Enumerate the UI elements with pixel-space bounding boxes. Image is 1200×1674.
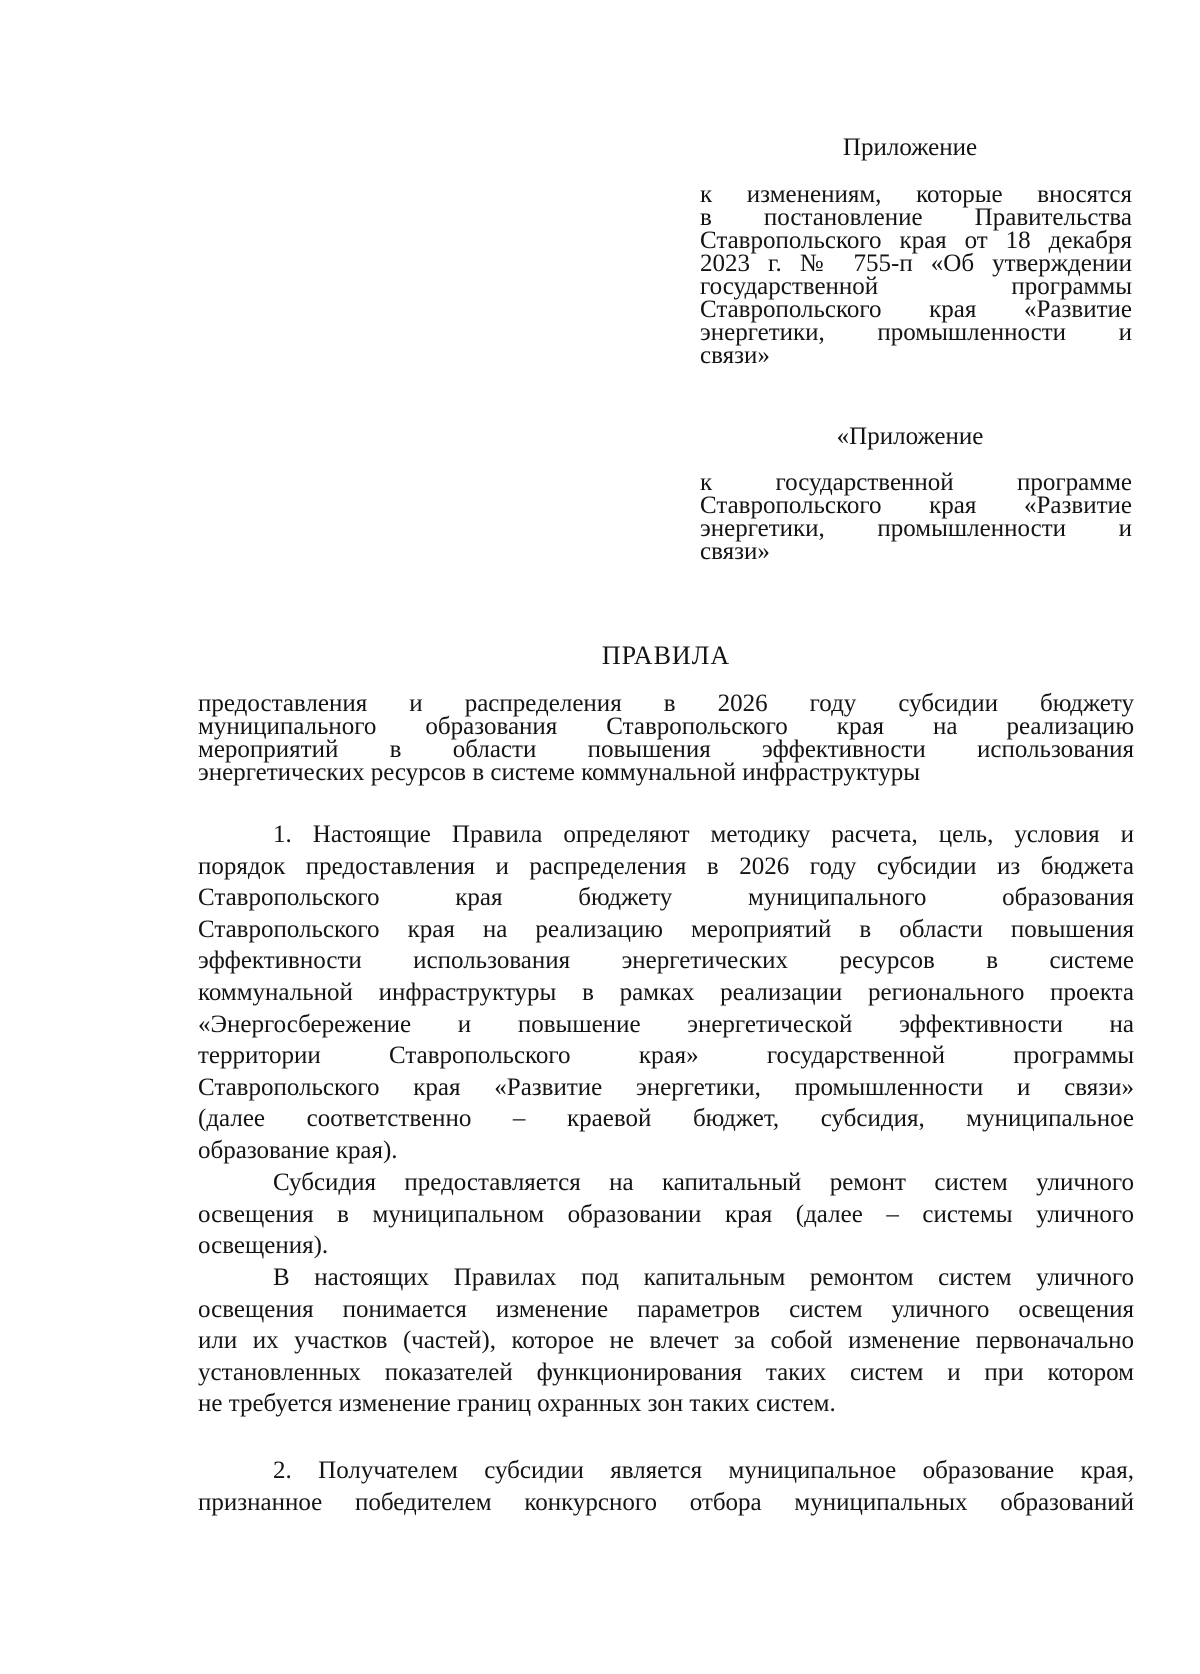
paragraph-line: «Энергосбережение и повышение энергетической эффективности на: [198, 1010, 1134, 1038]
paragraph-line: эффективности использования энергетических ресурсов в системе: [198, 947, 1134, 975]
program-appendix-title: «Приложение: [836, 423, 984, 450]
appendix-line: в постановление Правительства: [700, 204, 1132, 231]
appendix-description: [700, 183, 1132, 367]
paragraph-line: В настоящих Правилах под капитальным ремонтом систем уличного: [273, 1264, 1134, 1291]
paragraph-line: Субсидия предоставляется на капитальный ремонт систем уличного: [273, 1169, 1134, 1196]
program-appendix-line: Ставропольского края «Развитие: [700, 492, 1132, 519]
program-appendix-description: [700, 471, 1132, 563]
paragraph-line: освещения в муниципальном образовании края (далее – системы уличного: [198, 1200, 1134, 1228]
appendix-line: к изменениям, которые вносятся: [700, 181, 1132, 208]
paragraph-line: освещения).: [198, 1232, 329, 1260]
subtitle-line: муниципального образования Ставропольского края на реализацию: [198, 713, 1134, 740]
paragraph-line: 1. Настоящие Правила определяют методику расчета, цель, условия и: [273, 821, 1134, 848]
paragraph-line: 2. Получателем субсидии является муниципальное образование края,: [273, 1457, 1134, 1484]
paragraph-line: установленных показателей функционирования таких систем и при котором: [198, 1358, 1134, 1386]
paragraph-2: [198, 1167, 1134, 1262]
subtitle-line: предоставления и распределения в 2026 году субсидии бюджету: [198, 690, 1134, 717]
document-title: ПРАВИЛА: [601, 641, 731, 670]
paragraph-4: [198, 1455, 1134, 1518]
paragraph-line: освещения понимается изменение параметров систем уличного освещения: [198, 1295, 1134, 1323]
appendix-line: Ставропольского края «Развитие: [700, 296, 1132, 323]
document-subtitle: [198, 692, 1134, 784]
appendix-line: государственной программы: [700, 273, 1132, 300]
paragraph-line: или их участков (частей), которое не влечет за собой изменение первоначально: [198, 1327, 1134, 1355]
paragraph-3: [198, 1262, 1134, 1420]
paragraph-line: порядок предоставления и распределения в 2026 году субсидии из бюджета: [198, 852, 1134, 880]
paragraph-1: [198, 819, 1134, 1167]
appendix-line: Ставропольского края от 18 декабря: [700, 227, 1132, 254]
paragraph-line: не требуется изменение границ охранных зон таких систем.: [198, 1390, 836, 1418]
paragraph-line: коммунальной инфраструктуры в рамках реализации регионального проекта: [198, 978, 1134, 1006]
paragraph-line: Ставропольского края на реализацию мероприятий в области повышения: [198, 915, 1134, 943]
paragraph-line: территории Ставропольского края» государственной программы: [198, 1042, 1134, 1070]
paragraph-line: Ставропольского края «Развитие энергетики, промышленности и связи»: [198, 1073, 1134, 1101]
appendix-title: Приложение: [842, 134, 978, 161]
appendix-line: связи»: [700, 342, 770, 369]
paragraph-line: признанное победителем конкурсного отбора муниципальных образований: [198, 1488, 1134, 1516]
paragraph-line: (далее соответственно – краевой бюджет, субсидия, муниципальное: [198, 1105, 1134, 1133]
program-appendix-line: энергетики, промышленности и: [700, 515, 1132, 542]
subtitle-line: мероприятий в области повышения эффективности использования: [198, 736, 1134, 763]
program-appendix-line: связи»: [700, 538, 770, 565]
program-appendix-line: к государственной программе: [700, 469, 1132, 496]
appendix-line: энергетики, промышленности и: [700, 319, 1132, 346]
appendix-line: 2023 г. № 755-п «Об утверждении: [700, 250, 1132, 277]
paragraph-line: Ставропольского края бюджету муниципального образования: [198, 884, 1134, 912]
paragraph-line: образование края).: [198, 1136, 398, 1164]
subtitle-line: энергетических ресурсов в системе коммунальной инфраструктуры: [198, 759, 921, 786]
